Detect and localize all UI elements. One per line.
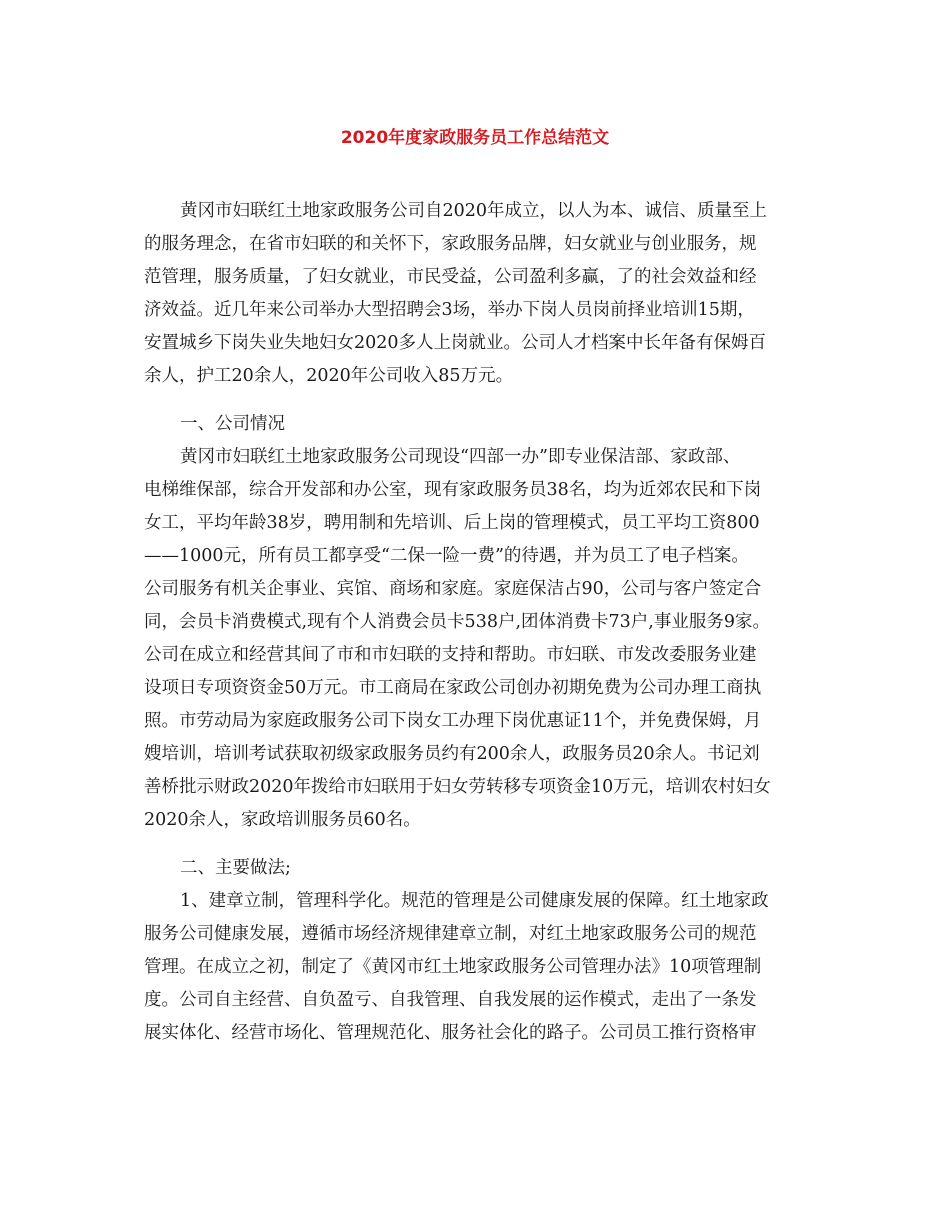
body-line: 女工，平均年龄38岁，聘用制和先培训、后上岗的管理模式，员工平均工资800 — [144, 513, 760, 533]
body-line: 嫂培训，培训考试获取初级家政服务员约有200余人，政服务员20余人。书记刘 — [144, 744, 760, 764]
body-line: 公司在成立和经营其间了市和市妇联的支持和帮助。市妇联、市发改委服务业建 — [144, 645, 757, 665]
body-line: 1、建章立制，管理科学化。规范的管理是公司健康发展的保障。红土地家政 — [180, 891, 769, 911]
body-line: 范管理，服务质量，了妇女就业，市民受益，公司盈利多赢，了的社会效益和经 — [144, 267, 757, 287]
body-line: 黄冈市妇联红土地家政服务公司自2020年成立，以人为本、诚信、质量至上 — [180, 201, 768, 221]
body-line: 度。公司自主经营、自负盈亏、自我管理、自我发展的运作模式，走出了一条发 — [144, 990, 757, 1010]
body-line: 善桥批示财政2020年拨给市妇联用于妇女劳转移专项资金10万元，培训农村妇女 — [144, 777, 771, 797]
body-line: 服务公司健康发展，遵循市场经济规律建章立制，对红土地家政服务公司的规范 — [144, 924, 757, 944]
body-line: 安置城乡下岗失业失地妇女2020多人上岗就业。公司人才档案中长年备有保姆百 — [144, 333, 767, 353]
body-line: 的服务理念，在省市妇联的和关怀下，家政服务品牌，妇女就业与创业服务，规 — [144, 234, 757, 254]
body-line: 余人，护工20余人，2020年公司收入85万元。 — [144, 366, 514, 386]
body-line: 电梯维保部，综合开发部和办公室，现有家政服务员38名，均为近郊农民和下岗 — [144, 480, 762, 500]
document-title: 2020年度家政服务员工作总结范文 — [340, 128, 610, 148]
body-line: 照。市劳动局为家庭政服务公司下岗女工办理下岗优惠证11个，并免费保姆，月 — [144, 711, 762, 731]
body-line: 管理。在成立之初，制定了《黄冈市红土地家政服务公司管理办法》10项管理制 — [144, 957, 762, 977]
body-line: 黄冈市妇联红土地家政服务公司现设“四部一办”即专业保洁部、家政部、 — [180, 447, 741, 467]
section-heading: 一、公司情况 — [180, 414, 285, 434]
body-line: 展实体化、经营市场化、管理规范化、服务社会化的路子。公司员工推行资格审 — [144, 1023, 757, 1043]
body-line: ——1000元，所有员工都享受“二保一险一费”的待遇，并为员工了电子档案。 — [144, 546, 749, 566]
body-line: 设项日专项资资金50万元。市工商局在家政公司创办初期免费为公司办理工商执 — [144, 678, 762, 698]
body-line: 2020余人，家政培训服务员60名。 — [144, 810, 421, 830]
body-line: 同，会员卡消费模式,现有个人消费会员卡538户,团体消费卡73户,事业服务9家。 — [144, 612, 770, 632]
section-heading: 二、主要做法; — [180, 858, 291, 878]
body-line: 公司服务有机关企事业、宾馆、商场和家庭。家庭保洁占90，公司与客户签定合 — [144, 579, 762, 599]
body-line: 济效益。近几年来公司举办大型招聘会3场，举办下岗人员岗前择业培训15期， — [144, 300, 755, 320]
